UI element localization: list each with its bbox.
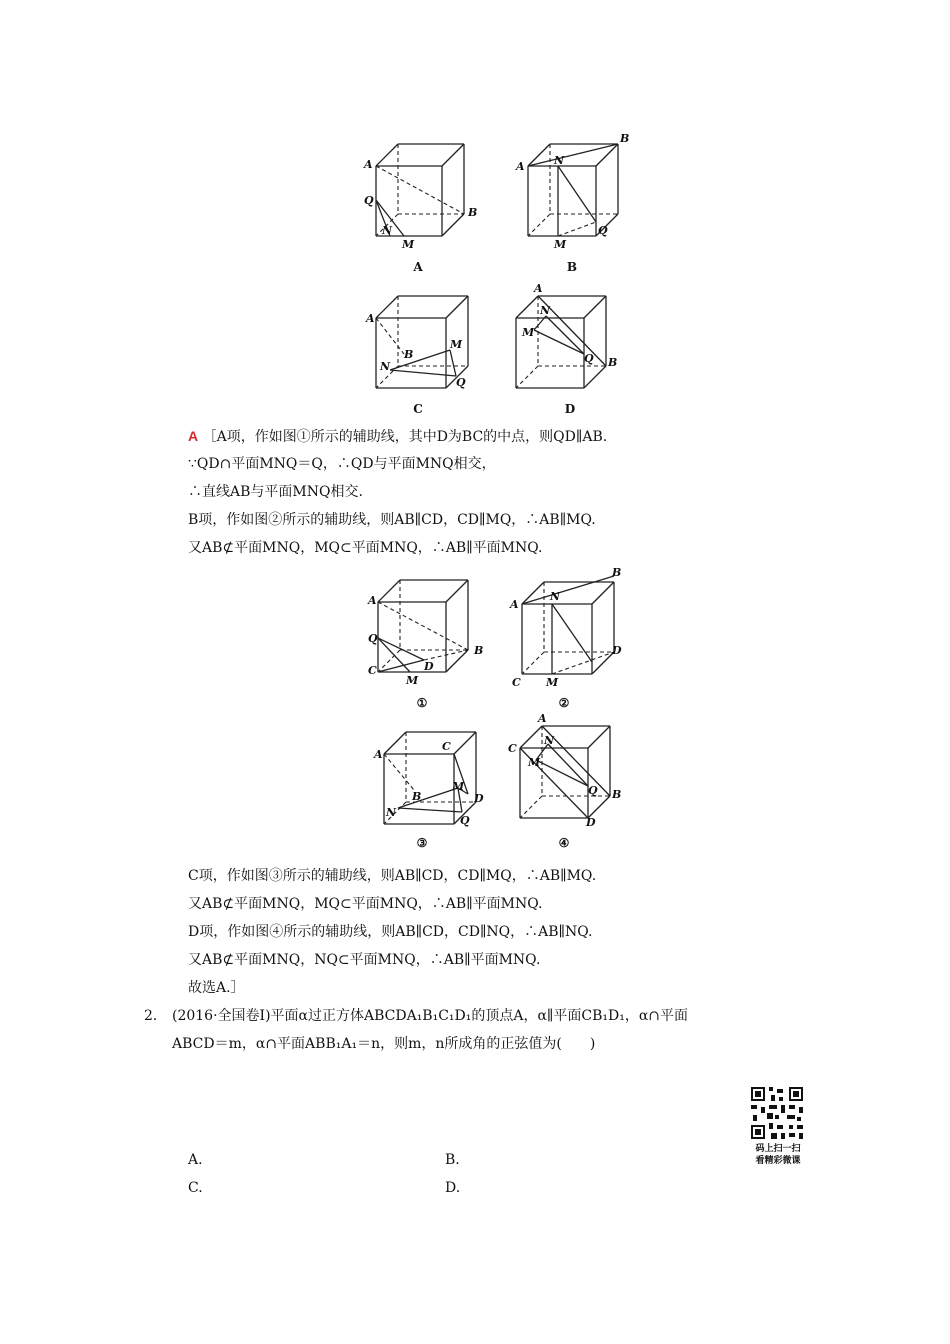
label-a: A	[534, 282, 543, 295]
label-m: M	[546, 676, 559, 689]
label-n: N	[380, 360, 391, 373]
option-c[interactable]: C.	[188, 1180, 203, 1196]
label-q: Q	[364, 194, 374, 207]
solution-line-7: 又AB⊄平面MNQ，MQ⊂平面MNQ，∴AB∥平面MNQ.	[188, 896, 543, 912]
label-a: A	[366, 312, 375, 325]
label-b: B	[412, 790, 422, 803]
qr-caption-1: 码上扫一扫	[755, 1144, 801, 1154]
label-a: A	[538, 712, 547, 725]
label-q: Q	[584, 352, 594, 365]
label-m: M	[554, 238, 567, 251]
cube-diagram-b	[510, 132, 630, 251]
label-q: Q	[598, 224, 608, 237]
label-n: N	[550, 590, 561, 603]
figure-4	[506, 712, 636, 827]
label-b: B	[612, 566, 622, 579]
figure-a	[360, 138, 480, 251]
label-n: N	[544, 734, 555, 747]
label-a: A	[510, 598, 519, 611]
label-b: B	[468, 206, 478, 219]
label-m: M	[452, 780, 465, 793]
cube-diagram-a	[360, 138, 480, 251]
figure-c	[360, 290, 480, 395]
figure-b-caption: B	[566, 260, 578, 274]
figure-a-caption: A	[413, 260, 423, 274]
label-d: D	[424, 660, 434, 673]
solution-line-1: A ［A项，作如图①所示的辅助线，其中D为BC的中点，则QD∥AB.	[188, 428, 608, 445]
figure-1-caption: ①	[416, 696, 428, 710]
solution-line-3: ∴直线AB与平面MNQ相交.	[188, 484, 363, 500]
label-q: Q	[456, 376, 466, 389]
figure-3	[370, 728, 500, 833]
figure-2	[506, 566, 636, 689]
problem-number: 2．	[144, 1008, 167, 1024]
figure-1	[366, 574, 496, 687]
label-q: Q	[588, 784, 598, 797]
cube-diagram-2	[506, 566, 636, 689]
label-b: B	[612, 788, 622, 801]
solution-line-2: ∵QD∩平面MNQ＝Q，∴QD与平面MNQ相交，	[188, 456, 496, 472]
solution-line-4: B项，作如图②所示的辅助线，则AB∥CD，CD∥MQ，∴AB∥MQ.	[188, 512, 596, 528]
label-q: Q	[460, 814, 470, 827]
label-b: B	[608, 356, 618, 369]
label-q: Q	[368, 632, 378, 645]
cube-diagram-d	[510, 284, 630, 394]
figure-b	[510, 132, 630, 251]
figure-d-caption: D	[564, 402, 576, 416]
figure-c-caption: C	[413, 402, 423, 416]
label-c: C	[442, 740, 451, 753]
cube-diagram-3	[370, 728, 500, 833]
solution-line-8: D项，作如图④所示的辅助线，则AB∥CD，CD∥NQ，∴AB∥NQ.	[188, 924, 593, 940]
label-m: M	[528, 756, 541, 769]
cube-diagram-4	[506, 712, 636, 827]
label-b: B	[474, 644, 484, 657]
solution-line-5: 又AB⊄平面MNQ，MQ⊂平面MNQ，∴AB∥平面MNQ.	[188, 540, 543, 556]
qr-caption-2: 看精彩微课	[755, 1156, 801, 1166]
label-m: M	[522, 326, 535, 339]
figure-d	[510, 284, 630, 394]
solution-line-9: 又AB⊄平面MNQ，NQ⊂平面MNQ，∴AB∥平面MNQ.	[188, 952, 541, 968]
label-a: A	[374, 748, 383, 761]
cube-diagram-c	[360, 290, 480, 395]
label-m: M	[450, 338, 463, 351]
label-d: D	[612, 644, 622, 657]
figure-3-caption: ③	[416, 836, 428, 850]
label-d: D	[474, 792, 484, 805]
label-n: N	[382, 224, 393, 237]
label-a: A	[368, 594, 377, 607]
label-n: N	[540, 304, 551, 317]
option-b[interactable]: B.	[445, 1152, 460, 1168]
label-c: C	[508, 742, 517, 755]
label-a: A	[516, 160, 525, 173]
label-c: C	[368, 664, 377, 677]
figure-4-caption: ④	[558, 836, 570, 850]
problem-text-line-1: (2016·全国卷Ⅰ)平面α过正方体ABCDA₁B₁C₁D₁的顶点A，α∥平面CB₁D₁，α∩平面	[172, 1008, 689, 1024]
label-n: N	[554, 154, 565, 167]
cube-diagram-1	[366, 574, 496, 687]
label-n: N	[386, 806, 397, 819]
label-d: D	[586, 816, 596, 829]
label-m: M	[406, 674, 419, 687]
label-c: C	[512, 676, 521, 689]
problem-text-line-2: ABCD＝m，α∩平面ABB₁A₁＝n，则m，n所成角的正弦值为( )	[172, 1036, 596, 1052]
solution-line-10: 故选A.］	[188, 980, 245, 996]
solution-line-6: C项，作如图③所示的辅助线，则AB∥CD，CD∥MQ，∴AB∥MQ.	[188, 868, 597, 884]
label-a: A	[364, 158, 373, 171]
option-a[interactable]: A.	[188, 1152, 203, 1168]
label-b: B	[620, 132, 630, 145]
answer-mark: A	[188, 428, 199, 444]
option-d[interactable]: D.	[445, 1180, 461, 1196]
label-m: M	[402, 238, 415, 251]
label-b: B	[404, 348, 414, 361]
qr-code-icon[interactable]	[749, 1085, 805, 1141]
figure-2-caption: ②	[558, 696, 570, 710]
